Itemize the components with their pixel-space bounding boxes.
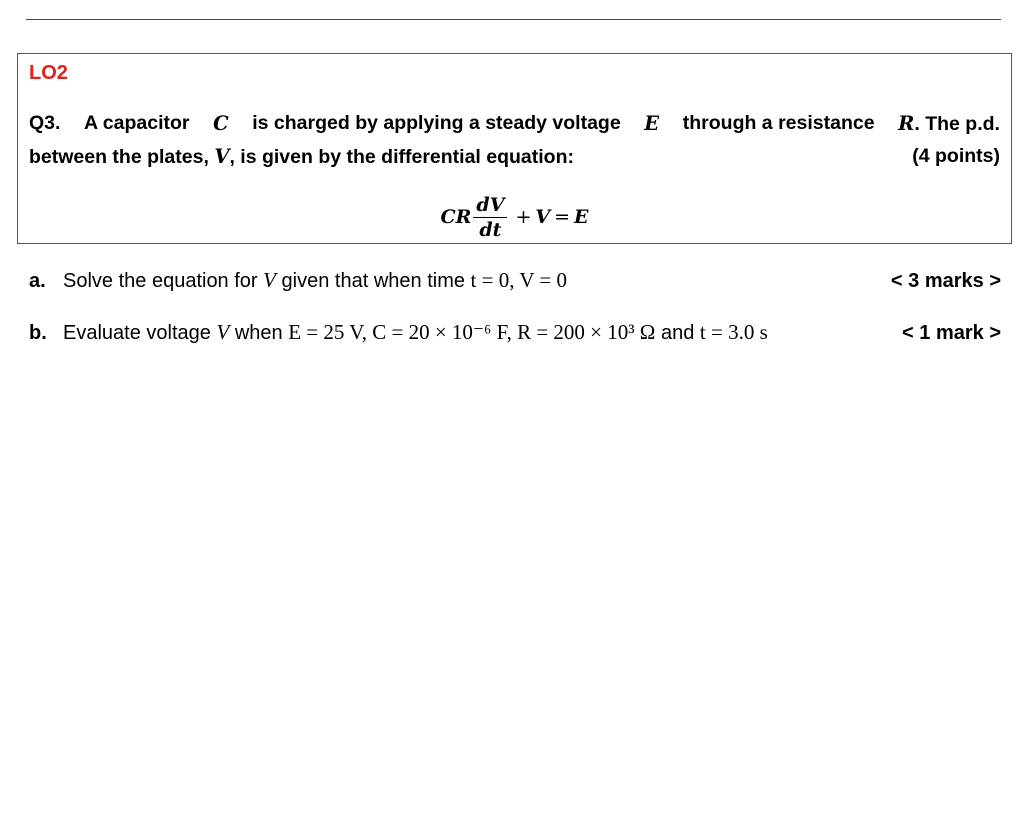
part-b-symbol-V: V xyxy=(216,320,230,344)
question-box xyxy=(17,53,1012,244)
learning-outcome-tag: LO2 xyxy=(29,62,68,84)
question-text-through: through a resistance xyxy=(682,112,875,134)
question-text-differential: , is given by the differential equation: xyxy=(229,146,574,168)
part-a-text-1: Solve the equation for xyxy=(63,270,258,292)
differential-equation xyxy=(18,191,1011,243)
part-b-time: t = 3.0 s xyxy=(699,320,768,344)
part-a-text-2: given that when time xyxy=(281,270,465,292)
question-text-charged: is charged by applying a steady voltage xyxy=(252,112,621,134)
question-text-pd: . The p.d. xyxy=(914,113,1000,135)
equation-denominator: dt xyxy=(479,218,502,241)
question-line-2-text xyxy=(29,145,574,169)
equation-lhs: CR xyxy=(440,206,472,228)
part-b-values: E = 25 V, C = 20 × 10⁻⁶ F, R = 200 × 10³ Ω xyxy=(288,320,656,344)
question-text-between: between the plates, xyxy=(29,146,209,168)
question-line-1 xyxy=(29,112,1000,136)
part-b-content xyxy=(29,320,768,345)
part-b-text-2: when xyxy=(234,322,283,344)
part-b-text-3: and xyxy=(660,322,695,344)
part-a-letter: a. xyxy=(29,270,46,292)
question-text-R-group xyxy=(898,112,1000,136)
symbol-R: R xyxy=(898,112,915,135)
part-a-content xyxy=(29,268,567,293)
part-b xyxy=(29,320,1001,345)
top-divider xyxy=(26,19,1001,20)
equation-fraction xyxy=(473,194,507,241)
part-a-symbol-V: V xyxy=(263,268,276,292)
part-a-marks: < 3 marks > xyxy=(890,270,1001,292)
question-line-2 xyxy=(29,145,1000,169)
part-b-letter: b. xyxy=(29,322,47,344)
question-text-a-capacitor: A capacitor xyxy=(84,112,190,134)
equation-equals: = xyxy=(554,206,571,228)
equation-rhs: E xyxy=(574,206,589,228)
part-b-text-1: Evaluate voltage xyxy=(63,322,211,344)
part-b-marks: < 1 mark > xyxy=(902,322,1001,344)
symbol-V: V xyxy=(214,145,230,168)
equation-var: V xyxy=(535,206,551,228)
points-label: (4 points) xyxy=(912,145,1000,167)
equation-numerator: dV xyxy=(473,194,507,218)
part-a-condition: t = 0, V = 0 xyxy=(470,268,567,292)
symbol-C: C xyxy=(213,112,229,135)
symbol-E: E xyxy=(644,112,660,135)
part-a xyxy=(29,268,1001,293)
question-number: Q3. xyxy=(29,112,61,134)
equation-plus: + xyxy=(515,206,532,228)
